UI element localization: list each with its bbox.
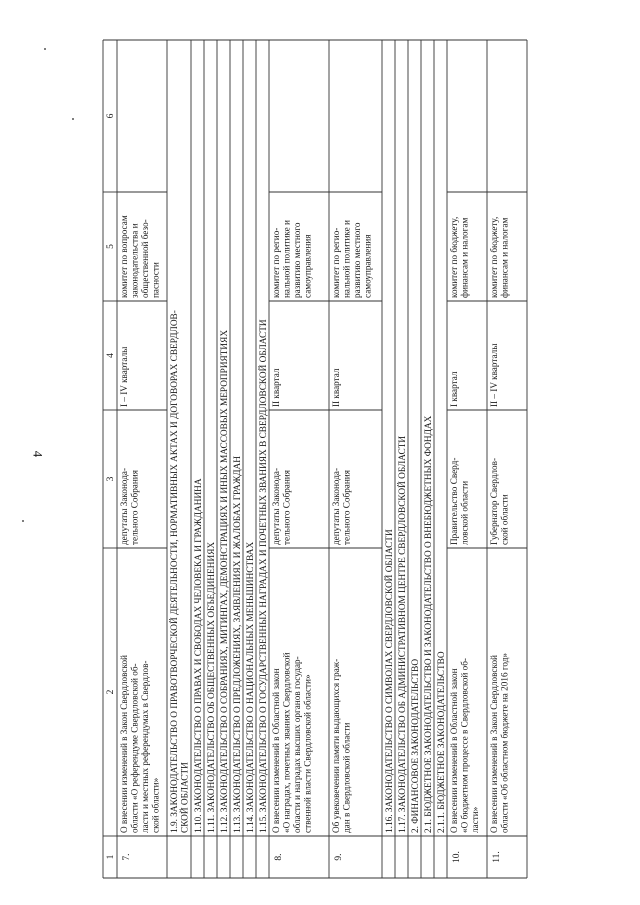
bill-title: ласти и местных референдумах в Свердлов- (140, 660, 150, 833)
section-heading: 1.14. ЗАКОНОДАТЕЛЬСТВО О НАЦИОНАЛЬНЫХ МЕНЬШИНСТВАХ (246, 541, 256, 833)
section-heading: СКОЙ ОБЛАСТИ (180, 762, 191, 833)
section-heading: 1.10. ЗАКОНОДАТЕЛЬСТВО О ПРАВАХ И СВОБОДАХ ЧЕЛОВЕКА И ГРАЖДАНИНА (194, 478, 204, 833)
responsible-committee: нальной политике и (341, 220, 352, 298)
initiator: тельного Собрания (341, 470, 352, 545)
page-number: 4 (30, 450, 46, 458)
column-header-5: 5 (106, 244, 116, 249)
bill-title: области «Об областном бюджете на 2016 год» (499, 653, 510, 833)
responsible-committee: комитет по бюджету, (489, 216, 499, 298)
period: II квартал (331, 368, 341, 407)
period: II квартал (271, 368, 281, 407)
column-header-4: 4 (106, 353, 116, 358)
bill-title: Об увековечении памяти выдающихся граж- (331, 658, 341, 833)
bill-title: дан в Свердловской области (341, 722, 352, 833)
initiator: ской области (499, 494, 510, 545)
section-heading: 1.12. ЗАКОНОДАТЕЛЬСТВО О СОБРАНИЯХ, МИТИНГАХ, ДЕМОНСТРАЦИЯХ И ИНЫХ МАССОВЫХ МЕРОПРИЯТИЯХ (220, 329, 230, 833)
responsible-committee: финансам и налогам (499, 217, 510, 298)
responsible-committee: комитет по вопросам (119, 215, 129, 298)
bill-title: области «О референдуме Свердловской об- (129, 663, 140, 833)
bill-title: «О бюджетном процессе в Свердловской об- (459, 658, 470, 833)
row-number: 8. (274, 853, 284, 861)
initiator: тельного Собрания (129, 470, 140, 545)
bill-title: области и наградах высших органов государ- (292, 656, 302, 833)
section-heading: 2.1.1. БЮДЖЕТНОЕ ЗАКОНОДАТЕЛЬСТВО (437, 651, 447, 833)
table (103, 40, 527, 878)
row-number: 11. (492, 851, 502, 863)
responsible-committee: комитет по бюджету, (449, 216, 459, 298)
column-header-3: 3 (106, 476, 116, 482)
responsible-committee: нальной политике и (281, 220, 292, 298)
section-heading: 2.1. БЮДЖЕТНОЕ ЗАКОНОДАТЕЛЬСТВО И ЗАКОНОДАТЕЛЬСТВО О ВНЕБЮДЖЕТНЫХ ФОНДАХ (424, 415, 434, 833)
period: I квартал (449, 371, 459, 407)
responsible-committee: комитет по регио- (271, 227, 281, 298)
row-number: 7. (122, 853, 132, 861)
section-heading: 1.16. ЗАКОНОДАТЕЛЬСТВО О СИМВОЛАХ СВЕРДЛОВСКОЙ ОБЛАСТИ (385, 529, 395, 833)
initiator: ловской области (459, 480, 470, 545)
section-heading: 1.15. ЗАКОНОДАТЕЛЬСТВО О ГОСУДАРСТВЕННЫХ НАГРАДАХ И ПОЧЕТНЫХ ЗВАНИЯХ В СВЕРДЛОВСКОЙ ОБЛАСТИ (259, 319, 269, 833)
bill-title: О внесении изменений в Закон Свердловской (119, 655, 129, 833)
column-header-6: 6 (106, 113, 116, 119)
responsible-committee: комитет по регио- (331, 227, 341, 298)
section-heading: 1.13. ЗАКОНОДАТЕЛЬСТВО О ПРЕДЛОЖЕНИЯХ, ЗАЯВЛЕНИЯХ И ЖАЛОБАХ ГРАЖДАН (233, 456, 243, 833)
section-heading: 2. ФИНАНСОВОЕ ЗАКОНОДАТЕЛЬСТВО (411, 658, 421, 833)
column-header-1: 1 (106, 854, 116, 860)
section-heading: 1.17. ЗАКОНОДАТЕЛЬСТВО ОБ АДМИНИСТРАТИВНОМ ЦЕНТРЕ СВЕРДЛОВСКОЙ ОБЛАСТИ (398, 435, 408, 833)
responsible-committee: самоуправления (362, 234, 373, 298)
responsible-committee: законодательства и (129, 223, 140, 298)
responsible-committee: самоуправления (302, 234, 313, 298)
responsible-committee: пасности (150, 262, 161, 298)
period: II – IV кварталы (489, 343, 499, 407)
responsible-committee: общественной безо- (140, 219, 150, 298)
section-heading: 1.11. ЗАКОНОДАТЕЛЬСТВО ОБ ОБЩЕСТВЕННЫХ ОБЪЕДИНЕНИЯХ (207, 541, 217, 833)
initiator: тельного Собрания (281, 470, 292, 545)
bill-title: «О наградах, почетных званиях Свердловской (281, 652, 292, 833)
responsible-committee: развитию местного (352, 222, 362, 298)
bill-title: О внесении изменений в Закон Свердловской (489, 655, 499, 833)
initiator: депутаты Законода- (331, 467, 341, 545)
initiator: Правительство Сверд- (449, 457, 459, 545)
row-number: 9. (334, 853, 344, 861)
column-header-2: 2 (106, 689, 116, 695)
bill-title: ской области» (150, 777, 161, 833)
initiator: Губернатор Свердлов- (489, 457, 499, 545)
bill-title: О внесении изменений в Областной закон (271, 668, 281, 833)
period: I – IV кварталы (119, 346, 129, 407)
initiator: депутаты Законода- (119, 467, 129, 545)
section-heading: 1.9. ЗАКОНОДАТЕЛЬСТВО О ПРАВОТВОРЧЕСКОЙ ДЕЯТЕЛЬНОСТИ, НОРМАТИВНЫХ АКТАХ И ДОГОВОРАХ СВЕРДЛОВ- (170, 310, 180, 833)
responsible-committee: развитию местного (292, 222, 302, 298)
bill-title: О внесении изменений в Областной закон (449, 668, 459, 833)
initiator: депутаты Законода- (271, 467, 281, 545)
bill-title: ственной власти Свердловской области» (302, 674, 313, 833)
row-number: 10. (452, 851, 462, 863)
bill-title: ласти» (470, 806, 480, 833)
responsible-committee: финансам и налогам (459, 217, 470, 298)
